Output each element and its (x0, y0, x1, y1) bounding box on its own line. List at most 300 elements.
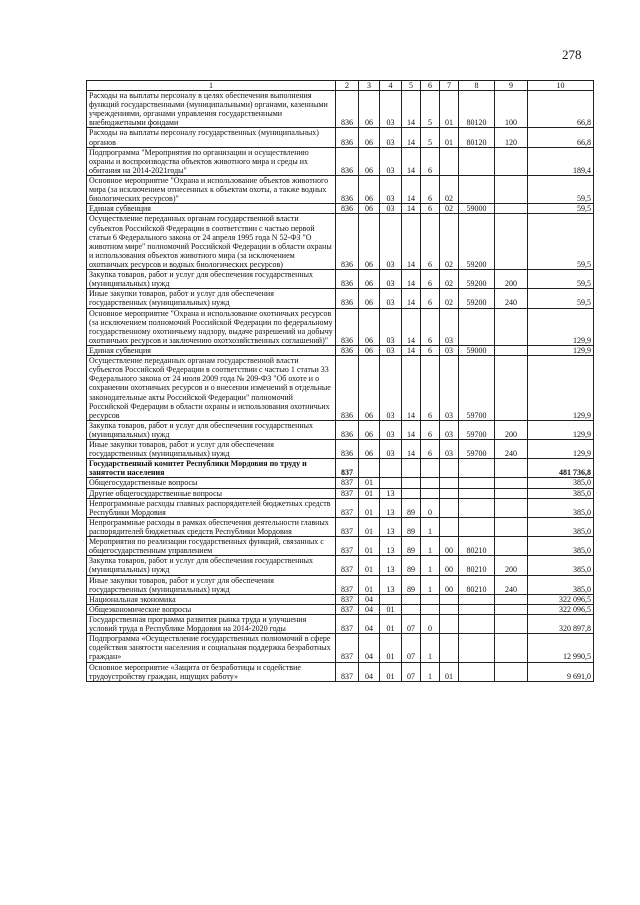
row-code-cell: 59200 (459, 289, 495, 308)
row-sum-cell: 66,8 (528, 128, 594, 147)
table-row (87, 459, 594, 478)
row-code-cell: 837 (336, 517, 359, 536)
row-code-cell: 04 (359, 634, 380, 662)
table-row (87, 498, 594, 517)
row-code-cell (421, 478, 440, 488)
row-code-cell: 06 (359, 308, 380, 345)
row-code-cell: 836 (336, 289, 359, 308)
row-code-cell: 14 (402, 356, 421, 421)
row-code-cell: 837 (336, 615, 359, 634)
row-code-cell: 02 (440, 214, 459, 270)
row-code-cell: 836 (336, 204, 359, 214)
row-code-cell: 06 (359, 440, 380, 459)
row-sum-cell: 59,5 (528, 214, 594, 270)
row-code-cell (459, 517, 495, 536)
row-code-cell (440, 634, 459, 662)
row-code-cell: 03 (380, 147, 402, 175)
row-code-cell (495, 517, 528, 536)
table-row (87, 575, 594, 594)
row-code-cell (495, 594, 528, 604)
row-code-cell: 14 (402, 175, 421, 203)
row-code-cell: 01 (359, 517, 380, 536)
row-code-cell: 837 (336, 594, 359, 604)
table-row (87, 175, 594, 203)
header-cell: 6 (421, 81, 440, 91)
row-sum-cell: 59,5 (528, 204, 594, 214)
page-number: 278 (562, 47, 582, 62)
row-code-cell: 01 (380, 604, 402, 614)
row-name-cell: Подпрограмма «Осуществление государственных полномочий в сфере содействия занятости населения и социальная поддержка безработных граждан» (87, 634, 336, 662)
row-sum-cell: 59,5 (528, 270, 594, 289)
row-code-cell (421, 604, 440, 614)
row-code-cell (440, 147, 459, 175)
row-code-cell: 0 (421, 498, 440, 517)
row-code-cell: 837 (336, 537, 359, 556)
row-code-cell: 00 (440, 556, 459, 575)
row-code-cell: 6 (421, 204, 440, 214)
row-code-cell: 14 (402, 204, 421, 214)
row-code-cell: 03 (380, 204, 402, 214)
row-code-cell: 837 (336, 556, 359, 575)
table-row (87, 440, 594, 459)
row-code-cell: 5 (421, 128, 440, 147)
row-name-cell: Закупка товаров, работ и услуг для обеспечения государственных (муниципальных) нужд (87, 556, 336, 575)
row-code-cell: 836 (336, 308, 359, 345)
row-sum-cell: 59,5 (528, 289, 594, 308)
row-code-cell: 13 (380, 498, 402, 517)
row-code-cell: 03 (380, 308, 402, 345)
row-code-cell: 03 (440, 440, 459, 459)
row-code-cell (440, 604, 459, 614)
row-code-cell: 240 (495, 289, 528, 308)
row-code-cell (459, 175, 495, 203)
row-code-cell: 200 (495, 420, 528, 439)
row-sum-cell: 385,0 (528, 575, 594, 594)
row-sum-cell: 385,0 (528, 517, 594, 536)
header-cell: 1 (87, 81, 336, 91)
row-code-cell (459, 604, 495, 614)
row-name-cell: Непрограммные расходы в рамках обеспечения деятельности главных распорядителей бюджетных средств Республики Мордовия (87, 517, 336, 536)
row-code-cell: 89 (402, 537, 421, 556)
row-name-cell: Общегосударственные вопросы (87, 478, 336, 488)
row-code-cell: 04 (359, 594, 380, 604)
table-header-row (87, 81, 594, 91)
row-code-cell: 837 (336, 662, 359, 681)
row-code-cell (459, 662, 495, 681)
row-code-cell: 80210 (459, 556, 495, 575)
table-row (87, 634, 594, 662)
row-code-cell (459, 478, 495, 488)
row-code-cell: 02 (440, 175, 459, 203)
row-code-cell (402, 488, 421, 498)
row-name-cell: Иные закупки товаров, работ и услуг для обеспечения государственных (муниципальных) нужд (87, 575, 336, 594)
row-code-cell: 06 (359, 147, 380, 175)
row-code-cell (440, 498, 459, 517)
table-row (87, 615, 594, 634)
row-code-cell (495, 204, 528, 214)
row-code-cell: 836 (336, 175, 359, 203)
row-code-cell (440, 615, 459, 634)
row-code-cell: 01 (380, 615, 402, 634)
row-sum-cell: 322 096,5 (528, 594, 594, 604)
row-code-cell: 1 (421, 537, 440, 556)
row-code-cell: 80120 (459, 91, 495, 128)
row-code-cell: 03 (380, 91, 402, 128)
row-code-cell: 01 (359, 498, 380, 517)
row-sum-cell: 59,5 (528, 175, 594, 203)
header-cell: 9 (495, 81, 528, 91)
row-name-cell: Осуществление переданных органам государственной власти субъектов Российской Федерации в соответствии с частью 1 статьи 33 Федерального закона от 24 июля 2009 года № 209-ФЗ "Об охоте и о сохранении охотничьих ресурсов и о внесении изменений в отдельные законодательные акты Российской Федерации" полномочий Российской Федерации в области охраны и использования охотничьих ресурсов (87, 356, 336, 421)
row-code-cell: 6 (421, 147, 440, 175)
row-code-cell: 59000 (459, 345, 495, 355)
row-code-cell (495, 604, 528, 614)
row-code-cell: 1 (421, 556, 440, 575)
row-code-cell (495, 537, 528, 556)
row-code-cell: 06 (359, 214, 380, 270)
row-code-cell: 5 (421, 91, 440, 128)
row-code-cell: 03 (380, 356, 402, 421)
row-code-cell: 01 (359, 488, 380, 498)
table-row (87, 488, 594, 498)
row-code-cell (495, 175, 528, 203)
row-code-cell: 80210 (459, 575, 495, 594)
row-code-cell: 836 (336, 270, 359, 289)
row-code-cell: 13 (380, 517, 402, 536)
row-code-cell: 59000 (459, 204, 495, 214)
row-code-cell: 04 (359, 604, 380, 614)
row-name-cell: Подпрограмма "Мероприятия по организации и осуществлению охраны и воспроизводства объектов животного мира и среды их обитания на 2014-2021годы" (87, 147, 336, 175)
row-code-cell (440, 478, 459, 488)
row-code-cell: 00 (440, 537, 459, 556)
row-code-cell: 03 (380, 128, 402, 147)
row-code-cell: 837 (336, 634, 359, 662)
row-sum-cell: 385,0 (528, 478, 594, 488)
row-code-cell: 6 (421, 270, 440, 289)
row-code-cell: 14 (402, 308, 421, 345)
row-name-cell: Расходы на выплаты персоналу государственных (муниципальных) органов (87, 128, 336, 147)
row-code-cell: 03 (440, 356, 459, 421)
row-code-cell: 14 (402, 270, 421, 289)
row-sum-cell: 12 990,5 (528, 634, 594, 662)
table-row (87, 128, 594, 147)
row-code-cell: 03 (380, 420, 402, 439)
row-code-cell (495, 147, 528, 175)
table-row (87, 517, 594, 536)
row-code-cell: 89 (402, 556, 421, 575)
row-name-cell: Национальная экономика (87, 594, 336, 604)
row-code-cell: 01 (359, 478, 380, 488)
row-code-cell: 200 (495, 270, 528, 289)
row-code-cell (459, 594, 495, 604)
row-code-cell: 01 (440, 128, 459, 147)
row-code-cell (380, 478, 402, 488)
row-code-cell: 06 (359, 289, 380, 308)
row-code-cell: 03 (380, 270, 402, 289)
row-code-cell: 06 (359, 356, 380, 421)
row-name-cell: Единая субвенция (87, 345, 336, 355)
row-code-cell: 89 (402, 498, 421, 517)
table-row (87, 91, 594, 128)
table-row (87, 270, 594, 289)
row-code-cell (440, 594, 459, 604)
row-code-cell: 240 (495, 575, 528, 594)
row-code-cell: 06 (359, 204, 380, 214)
row-code-cell: 03 (380, 440, 402, 459)
row-code-cell: 02 (440, 270, 459, 289)
row-code-cell (402, 604, 421, 614)
row-name-cell: Непрограммные расходы главных распорядителей бюджетных средств Республики Мордовия (87, 498, 336, 517)
row-code-cell: 837 (336, 604, 359, 614)
row-name-cell: Государственная программа развития рынка труда и улучшения условий труда в Республике Мордовия на 2014-2020 годы (87, 615, 336, 634)
row-code-cell: 836 (336, 440, 359, 459)
table-row (87, 345, 594, 355)
row-name-cell: Другие общегосударственные вопросы (87, 488, 336, 498)
row-code-cell (421, 488, 440, 498)
table-row (87, 356, 594, 421)
row-code-cell: 240 (495, 440, 528, 459)
row-code-cell: 836 (336, 214, 359, 270)
row-code-cell (359, 459, 380, 478)
row-name-cell: Государственный комитет Республики Мордовия по труду и занятости населения (87, 459, 336, 478)
budget-table (86, 80, 594, 682)
row-code-cell: 59700 (459, 440, 495, 459)
table-row (87, 289, 594, 308)
row-code-cell: 03 (440, 308, 459, 345)
row-code-cell: 59700 (459, 356, 495, 421)
row-code-cell: 02 (440, 204, 459, 214)
row-code-cell: 02 (440, 289, 459, 308)
row-code-cell: 01 (359, 556, 380, 575)
row-code-cell: 03 (380, 345, 402, 355)
row-code-cell: 03 (440, 345, 459, 355)
row-code-cell: 01 (359, 575, 380, 594)
table-row (87, 308, 594, 345)
row-code-cell (459, 488, 495, 498)
row-sum-cell: 66,8 (528, 91, 594, 128)
row-code-cell: 00 (440, 575, 459, 594)
row-name-cell: Осуществление переданных органам государственной власти субъектов Российской Федерации в соответствии с частью первой статьи 6 Федерального закона от 24 апреля 1995 года N 52-ФЗ "О животном мире" полномочий Российской Федерации в области охраны и использования объектов животного мира (за исключением охотничьих ресурсов и водных биологических ресурсов) (87, 214, 336, 270)
row-code-cell (440, 459, 459, 478)
row-name-cell: Основное мероприятие «Защита от безработицы и содействие трудоустройству граждан, ищущих работу» (87, 662, 336, 681)
row-code-cell (459, 308, 495, 345)
row-sum-cell: 9 691,0 (528, 662, 594, 681)
row-code-cell (495, 459, 528, 478)
row-code-cell: 14 (402, 91, 421, 128)
row-code-cell: 06 (359, 175, 380, 203)
row-code-cell (440, 488, 459, 498)
table-row (87, 147, 594, 175)
row-code-cell: 1 (421, 575, 440, 594)
row-code-cell: 837 (336, 488, 359, 498)
row-code-cell: 13 (380, 575, 402, 594)
row-sum-cell: 189,4 (528, 147, 594, 175)
row-code-cell: 59200 (459, 270, 495, 289)
row-code-cell: 04 (359, 662, 380, 681)
row-code-cell (495, 498, 528, 517)
header-cell: 3 (359, 81, 380, 91)
row-code-cell: 14 (402, 289, 421, 308)
row-code-cell: 06 (359, 345, 380, 355)
row-name-cell: Закупка товаров, работ и услуг для обеспечения государственных (муниципальных) нужд (87, 270, 336, 289)
row-code-cell: 59700 (459, 420, 495, 439)
table-row (87, 604, 594, 614)
row-code-cell: 14 (402, 345, 421, 355)
row-code-cell: 03 (380, 214, 402, 270)
row-code-cell: 837 (336, 575, 359, 594)
row-code-cell: 6 (421, 345, 440, 355)
row-code-cell: 6 (421, 289, 440, 308)
header-cell: 8 (459, 81, 495, 91)
row-code-cell (402, 478, 421, 488)
row-code-cell (495, 308, 528, 345)
row-code-cell: 6 (421, 356, 440, 421)
table-row (87, 478, 594, 488)
row-code-cell: 14 (402, 214, 421, 270)
row-code-cell: 836 (336, 345, 359, 355)
header-cell: 10 (528, 81, 594, 91)
row-code-cell: 1 (421, 662, 440, 681)
row-code-cell: 6 (421, 308, 440, 345)
row-code-cell: 837 (336, 478, 359, 488)
row-code-cell (495, 214, 528, 270)
header-cell: 7 (440, 81, 459, 91)
row-code-cell: 836 (336, 356, 359, 421)
row-sum-cell: 129,9 (528, 308, 594, 345)
row-sum-cell: 322 096,5 (528, 604, 594, 614)
row-sum-cell: 129,9 (528, 356, 594, 421)
row-code-cell: 836 (336, 420, 359, 439)
row-code-cell (380, 459, 402, 478)
row-sum-cell: 481 736,8 (528, 459, 594, 478)
row-code-cell (459, 615, 495, 634)
row-code-cell: 13 (380, 488, 402, 498)
row-code-cell (459, 634, 495, 662)
header-cell: 4 (380, 81, 402, 91)
table-row (87, 420, 594, 439)
header-cell: 2 (336, 81, 359, 91)
row-code-cell: 14 (402, 440, 421, 459)
row-code-cell: 06 (359, 128, 380, 147)
row-code-cell: 1 (421, 517, 440, 536)
row-code-cell: 837 (336, 498, 359, 517)
row-code-cell: 836 (336, 91, 359, 128)
row-code-cell: 836 (336, 147, 359, 175)
row-code-cell: 14 (402, 420, 421, 439)
table-row (87, 204, 594, 214)
row-code-cell: 14 (402, 128, 421, 147)
row-code-cell (495, 488, 528, 498)
row-code-cell (440, 517, 459, 536)
row-code-cell: 80210 (459, 537, 495, 556)
row-code-cell (421, 594, 440, 604)
row-code-cell (421, 459, 440, 478)
row-code-cell: 6 (421, 175, 440, 203)
row-code-cell: 100 (495, 91, 528, 128)
row-name-cell: Основное мероприятие "Охрана и использование охотничьих ресурсов (за исключением полномочий Российской Федерации по федеральному государственному охотничьему надзору, выдаче разрешений на добычу охотничьих ресурсов и заключению охотхозяйственных соглашений)" (87, 308, 336, 345)
row-name-cell: Иные закупки товаров, работ и услуг для обеспечения государственных (муниципальных) нужд (87, 289, 336, 308)
row-code-cell: 07 (402, 634, 421, 662)
row-name-cell: Основное мероприятие "Охрана и использование объектов животного мира (за исключением отнесенных к объектам охоты, а также водных биологических ресурсов)" (87, 175, 336, 203)
row-sum-cell: 385,0 (528, 537, 594, 556)
row-code-cell (495, 662, 528, 681)
row-code-cell: 1 (421, 634, 440, 662)
row-sum-cell: 320 897,8 (528, 615, 594, 634)
row-code-cell: 6 (421, 214, 440, 270)
row-code-cell: 80120 (459, 128, 495, 147)
header-cell: 5 (402, 81, 421, 91)
row-code-cell: 6 (421, 420, 440, 439)
row-code-cell (402, 594, 421, 604)
row-code-cell: 01 (380, 662, 402, 681)
row-code-cell (495, 356, 528, 421)
row-name-cell: Единая субвенция (87, 204, 336, 214)
table-row (87, 214, 594, 270)
row-code-cell: 6 (421, 440, 440, 459)
row-code-cell (495, 478, 528, 488)
row-code-cell: 837 (336, 459, 359, 478)
table-row (87, 662, 594, 681)
row-sum-cell: 385,0 (528, 556, 594, 575)
row-code-cell: 01 (440, 91, 459, 128)
row-code-cell: 03 (380, 175, 402, 203)
row-code-cell: 01 (359, 537, 380, 556)
table-row (87, 594, 594, 604)
row-code-cell: 01 (380, 634, 402, 662)
row-code-cell (459, 459, 495, 478)
row-code-cell (495, 345, 528, 355)
row-code-cell: 03 (440, 420, 459, 439)
row-code-cell: 13 (380, 556, 402, 575)
row-code-cell (495, 634, 528, 662)
table-row (87, 537, 594, 556)
row-sum-cell: 129,9 (528, 440, 594, 459)
row-code-cell: 200 (495, 556, 528, 575)
row-name-cell: Иные закупки товаров, работ и услуг для обеспечения государственных (муниципальных) нужд (87, 440, 336, 459)
row-name-cell: Закупка товаров, работ и услуг для обеспечения государственных (муниципальных) нужд (87, 420, 336, 439)
row-code-cell: 0 (421, 615, 440, 634)
row-code-cell (459, 147, 495, 175)
row-code-cell: 06 (359, 270, 380, 289)
row-code-cell (380, 594, 402, 604)
row-code-cell: 89 (402, 517, 421, 536)
row-name-cell: Общеэкономические вопросы (87, 604, 336, 614)
row-code-cell: 06 (359, 420, 380, 439)
row-code-cell: 120 (495, 128, 528, 147)
row-code-cell: 89 (402, 575, 421, 594)
row-code-cell: 14 (402, 147, 421, 175)
row-code-cell (495, 615, 528, 634)
row-code-cell: 13 (380, 537, 402, 556)
row-code-cell (402, 459, 421, 478)
row-code-cell (459, 498, 495, 517)
row-name-cell: Мероприятия по реализации государственных функций, связанных с общегосударственным управлением (87, 537, 336, 556)
row-code-cell: 01 (440, 662, 459, 681)
row-code-cell: 59200 (459, 214, 495, 270)
row-code-cell: 07 (402, 662, 421, 681)
row-code-cell: 836 (336, 128, 359, 147)
row-sum-cell: 385,0 (528, 488, 594, 498)
row-sum-cell: 129,9 (528, 345, 594, 355)
row-code-cell: 07 (402, 615, 421, 634)
row-code-cell: 06 (359, 91, 380, 128)
row-code-cell: 03 (380, 289, 402, 308)
table-body (87, 91, 594, 682)
row-code-cell: 04 (359, 615, 380, 634)
row-sum-cell: 385,0 (528, 498, 594, 517)
table-row (87, 556, 594, 575)
row-sum-cell: 129,9 (528, 420, 594, 439)
row-name-cell: Расходы на выплаты персоналу в целях обеспечения выполнения функций государственными (муниципальными) органами, казенными учреждениями, органами управления государственными внебюджетными фондами (87, 91, 336, 128)
